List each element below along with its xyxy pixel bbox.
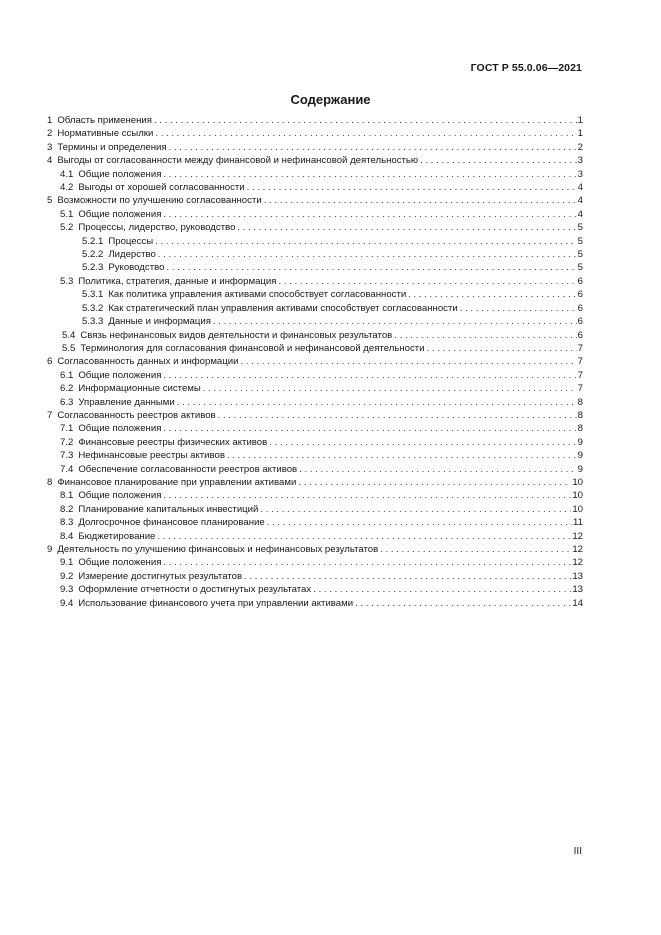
toc-entry-number: 7.4 [60, 463, 74, 475]
toc-entry-title: Финансовые реестры физических активов [78, 436, 268, 448]
toc-dot-leader [218, 409, 577, 422]
toc-entry-number: 2 [47, 128, 53, 140]
toc-entry[interactable] [47, 355, 583, 368]
toc-entry-number: 8.3 [60, 517, 74, 529]
toc-entry[interactable] [47, 288, 583, 301]
toc-entry-number: 3 [47, 141, 53, 153]
toc-entry-number: 5 [47, 195, 53, 207]
toc-entry-number: 5.5 [62, 342, 76, 354]
toc-entry-page: 10 [572, 476, 583, 488]
toc-entry-number: 5.1 [60, 208, 74, 220]
toc-dot-leader [267, 516, 572, 529]
toc-dot-leader [298, 476, 571, 489]
toc-entry[interactable] [47, 261, 583, 274]
toc-entry-title: Согласованность данных и информации [57, 356, 239, 368]
toc-entry-title: Измерение достигнутых результатов [78, 570, 243, 582]
toc-entry-number: 9.3 [60, 584, 74, 596]
toc-entry-title: Долгосрочное финансовое планирование [78, 517, 265, 529]
toc-entry-page: 2 [577, 141, 583, 153]
toc-entry-title: Термины и определения [57, 141, 167, 153]
toc-dot-leader [313, 583, 571, 596]
toc-entry-page: 7 [577, 383, 583, 395]
toc-entry-page: 10 [572, 503, 583, 515]
toc-entry-number: 8.2 [60, 503, 74, 515]
toc-entry[interactable] [47, 154, 583, 167]
toc-entry[interactable] [47, 422, 583, 435]
toc-entry-page: 9 [577, 436, 583, 448]
toc-entry-title: Возможности по улучшению согласованности [57, 195, 262, 207]
toc-entry-number: 5.3.2 [82, 302, 104, 314]
toc-entry[interactable] [47, 409, 583, 422]
toc-entry[interactable] [47, 329, 583, 342]
toc-entry-title: Процессы [108, 235, 154, 247]
toc-entry-page: 12 [572, 544, 583, 555]
toc-entry-title: Общие положения [78, 490, 162, 502]
toc-dot-leader [155, 235, 577, 248]
toc-entry[interactable] [47, 570, 583, 583]
toc-entry-number: 6.1 [60, 369, 74, 381]
toc-entry-title: Общие положения [78, 168, 162, 180]
toc-dot-leader [169, 141, 577, 154]
toc-entry-page: 8 [577, 409, 583, 421]
toc-entry-page: 6 [577, 302, 583, 314]
toc-entry-number: 5.2.3 [82, 262, 104, 274]
toc-dot-leader [166, 261, 576, 274]
toc-entry-page: 1 [577, 115, 583, 126]
toc-entry-title: Как стратегический план управления активами способствует согласованности [108, 302, 458, 314]
toc-entry-page: 10 [572, 490, 583, 502]
toc-dot-leader [213, 315, 577, 328]
toc-dot-leader [237, 221, 576, 234]
toc-dot-leader [244, 570, 571, 583]
toc-entry[interactable] [47, 556, 583, 569]
toc-entry[interactable] [47, 342, 583, 355]
toc-entry-title: Политика, стратегия, данные и информация [78, 275, 277, 287]
toc-dot-leader [460, 302, 577, 315]
toc-entry[interactable] [47, 208, 583, 221]
toc-entry-page: 1 [577, 128, 583, 140]
toc-entry-title: Процессы, лидерство, руководство [78, 222, 236, 234]
toc-entry-page: 7 [577, 342, 583, 354]
toc-entry-page: 5 [577, 222, 583, 234]
toc-entry-title: Бюджетирование [78, 530, 156, 542]
toc-entry-number: 7.3 [60, 450, 74, 462]
toc-entry[interactable] [47, 302, 583, 315]
toc-dot-leader [394, 329, 576, 342]
toc-dot-leader [163, 556, 571, 569]
toc-entry-number: 8.1 [60, 490, 74, 502]
toc-entry[interactable] [47, 141, 583, 154]
toc-entry-title: Использование финансового учета при управлении активами [78, 597, 354, 609]
toc-entry[interactable] [47, 315, 583, 328]
toc-entry[interactable] [47, 436, 583, 449]
toc-entry-page: 5 [577, 235, 583, 247]
toc-entry-title: Согласованность реестров активов [57, 409, 216, 421]
toc-entry-number: 9.2 [60, 570, 74, 582]
toc-entry-number: 5.4 [62, 329, 76, 341]
toc-entry-number: 5.2 [60, 222, 74, 234]
toc-entry[interactable] [47, 235, 583, 248]
toc-entry-number: 6.3 [60, 396, 74, 408]
toc-dot-leader [227, 449, 577, 462]
toc-entry-number: 4 [47, 155, 53, 167]
toc-entry[interactable] [47, 476, 583, 489]
toc-entry-title: Выгоды от хорошей согласованности [78, 182, 245, 194]
toc-entry[interactable] [47, 181, 583, 194]
toc-title: Содержание [290, 92, 371, 107]
toc-entry-number: 9 [47, 544, 53, 555]
toc-entry[interactable] [47, 168, 583, 181]
toc-entry-title: Связь нефинансовых видов деятельности и финансовых результатов [80, 329, 393, 341]
toc-dot-leader [203, 382, 577, 395]
toc-entry-number: 9.1 [60, 557, 74, 569]
toc-entry-page: 6 [577, 275, 583, 287]
toc-entry-page: 12 [572, 530, 583, 542]
toc-entry-title: Выгоды от согласованности между финансовой и нефинансовой деятельностью [57, 155, 419, 167]
toc-entry-title: Общие положения [78, 557, 162, 569]
toc-dot-leader [163, 369, 576, 382]
toc-entry-number: 4.2 [60, 182, 74, 194]
toc-entry[interactable] [47, 543, 583, 556]
toc-entry-page: 14 [572, 597, 583, 609]
toc-dot-leader [155, 127, 576, 140]
toc-entry-page: 3 [577, 155, 583, 167]
toc-entry-title: Терминология для согласования финансовой и нефинансовой деятельности [80, 342, 425, 354]
toc-entry[interactable] [47, 449, 583, 462]
toc-dot-leader [240, 355, 576, 368]
toc-entry[interactable] [47, 221, 583, 234]
toc-entry-page: 5 [577, 249, 583, 261]
toc-dot-leader [177, 396, 577, 409]
toc-dot-leader [154, 114, 577, 127]
toc-entry-title: Общие положения [78, 208, 162, 220]
toc-entry[interactable] [47, 114, 583, 127]
toc-entry-page: 4 [577, 182, 583, 194]
toc-entry-number: 6 [47, 356, 53, 368]
toc-entry-number: 8.4 [60, 530, 74, 542]
toc-entry-title: Общие положения [78, 423, 162, 435]
toc-entry-page: 13 [572, 584, 583, 596]
toc-dot-leader [299, 463, 577, 476]
toc-entry-title: Финансовое планирование при управлении активами [57, 476, 297, 488]
toc-entry-number: 8 [47, 476, 53, 488]
toc-entry-page: 12 [572, 557, 583, 569]
toc-entry-title: Нефинансовые реестры активов [78, 450, 225, 462]
toc-dot-leader [163, 489, 571, 502]
toc-entry-title: Общие положения [78, 369, 162, 381]
toc-entry-number: 4.1 [60, 168, 74, 180]
toc-dot-leader [380, 543, 571, 556]
toc-entry-title: Нормативные ссылки [57, 128, 154, 140]
toc-entry[interactable] [47, 382, 583, 395]
toc-entry[interactable] [47, 597, 583, 610]
toc-entry-number: 5.2.1 [82, 235, 104, 247]
toc-entry[interactable] [47, 194, 583, 207]
toc-entry-title: Деятельность по улучшению финансовых и нефинансовых результатов [57, 544, 379, 555]
toc-dot-leader [355, 597, 571, 610]
toc-entry-page: 8 [577, 396, 583, 408]
toc-entry[interactable] [47, 583, 583, 596]
toc-entry-title: Оформление отчетности о достигнутых результатах [78, 584, 312, 596]
toc-entry-page: 6 [577, 329, 583, 341]
toc-dot-leader [427, 342, 577, 355]
toc-entry-title: Обеспечение согласованности реестров активов [78, 463, 298, 475]
toc-entry-page: 6 [577, 316, 583, 328]
toc-entry-page: 9 [577, 450, 583, 462]
toc-entry-page: 9 [577, 463, 583, 475]
toc-entry-number: 6.2 [60, 383, 74, 395]
toc-entry[interactable] [47, 489, 583, 502]
toc-dot-leader [278, 275, 576, 288]
toc-dot-leader [408, 288, 576, 301]
toc-entry[interactable] [47, 248, 583, 261]
toc-entry[interactable] [47, 396, 583, 409]
toc-entry-page: 4 [577, 208, 583, 220]
toc-dot-leader [157, 530, 571, 543]
toc-entry[interactable] [47, 127, 583, 140]
toc-dot-leader [247, 181, 577, 194]
toc-entry[interactable] [47, 275, 583, 288]
toc-entry-number: 5.3.1 [82, 289, 104, 301]
toc-entry-title: Как политика управления активами способствует согласованности [108, 289, 407, 301]
toc-entry-page: 11 [573, 517, 583, 529]
toc-entry-number: 5.2.2 [82, 249, 104, 261]
toc-entry[interactable] [47, 516, 583, 529]
toc-entry-page: 8 [577, 423, 583, 435]
toc-entry-title: Область применения [57, 115, 152, 126]
toc-dot-leader [163, 422, 576, 435]
toc-entry-number: 7.1 [60, 423, 74, 435]
toc-entry-page: 7 [577, 369, 583, 381]
table-of-contents [47, 114, 583, 610]
toc-entry-number: 5.3 [60, 275, 74, 287]
toc-entry-title: Руководство [108, 262, 165, 274]
toc-entry-title: Планирование капитальных инвестиций [78, 503, 259, 515]
toc-dot-leader [260, 503, 571, 516]
toc-entry-page: 5 [577, 262, 583, 274]
toc-entry-number: 1 [47, 115, 53, 126]
toc-entry-title: Данные и информация [108, 316, 211, 328]
toc-entry-number: 5.3.3 [82, 316, 104, 328]
toc-entry-page: 13 [572, 570, 583, 582]
toc-entry-page: 7 [577, 356, 583, 368]
toc-dot-leader [163, 208, 576, 221]
document-code: ГОСТ Р 55.0.06—2021 [470, 62, 582, 74]
toc-entry[interactable] [47, 530, 583, 543]
toc-entry-title: Лидерство [108, 249, 156, 261]
toc-entry-number: 7 [47, 409, 53, 421]
toc-entry-title: Информационные системы [78, 383, 201, 395]
toc-entry-page: 3 [577, 168, 583, 180]
toc-entry-number: 7.2 [60, 436, 74, 448]
toc-entry[interactable] [47, 369, 583, 382]
toc-dot-leader [269, 436, 576, 449]
toc-entry-number: 9.4 [60, 597, 74, 609]
toc-dot-leader [158, 248, 577, 261]
toc-entry-page: 6 [577, 289, 583, 301]
toc-dot-leader [163, 168, 576, 181]
toc-entry-page: 4 [577, 195, 583, 207]
page-number: III [573, 846, 582, 857]
toc-entry[interactable] [47, 463, 583, 476]
toc-dot-leader [264, 194, 577, 207]
toc-dot-leader [420, 154, 577, 167]
toc-entry[interactable] [47, 503, 583, 516]
toc-entry-title: Управление данными [78, 396, 175, 408]
